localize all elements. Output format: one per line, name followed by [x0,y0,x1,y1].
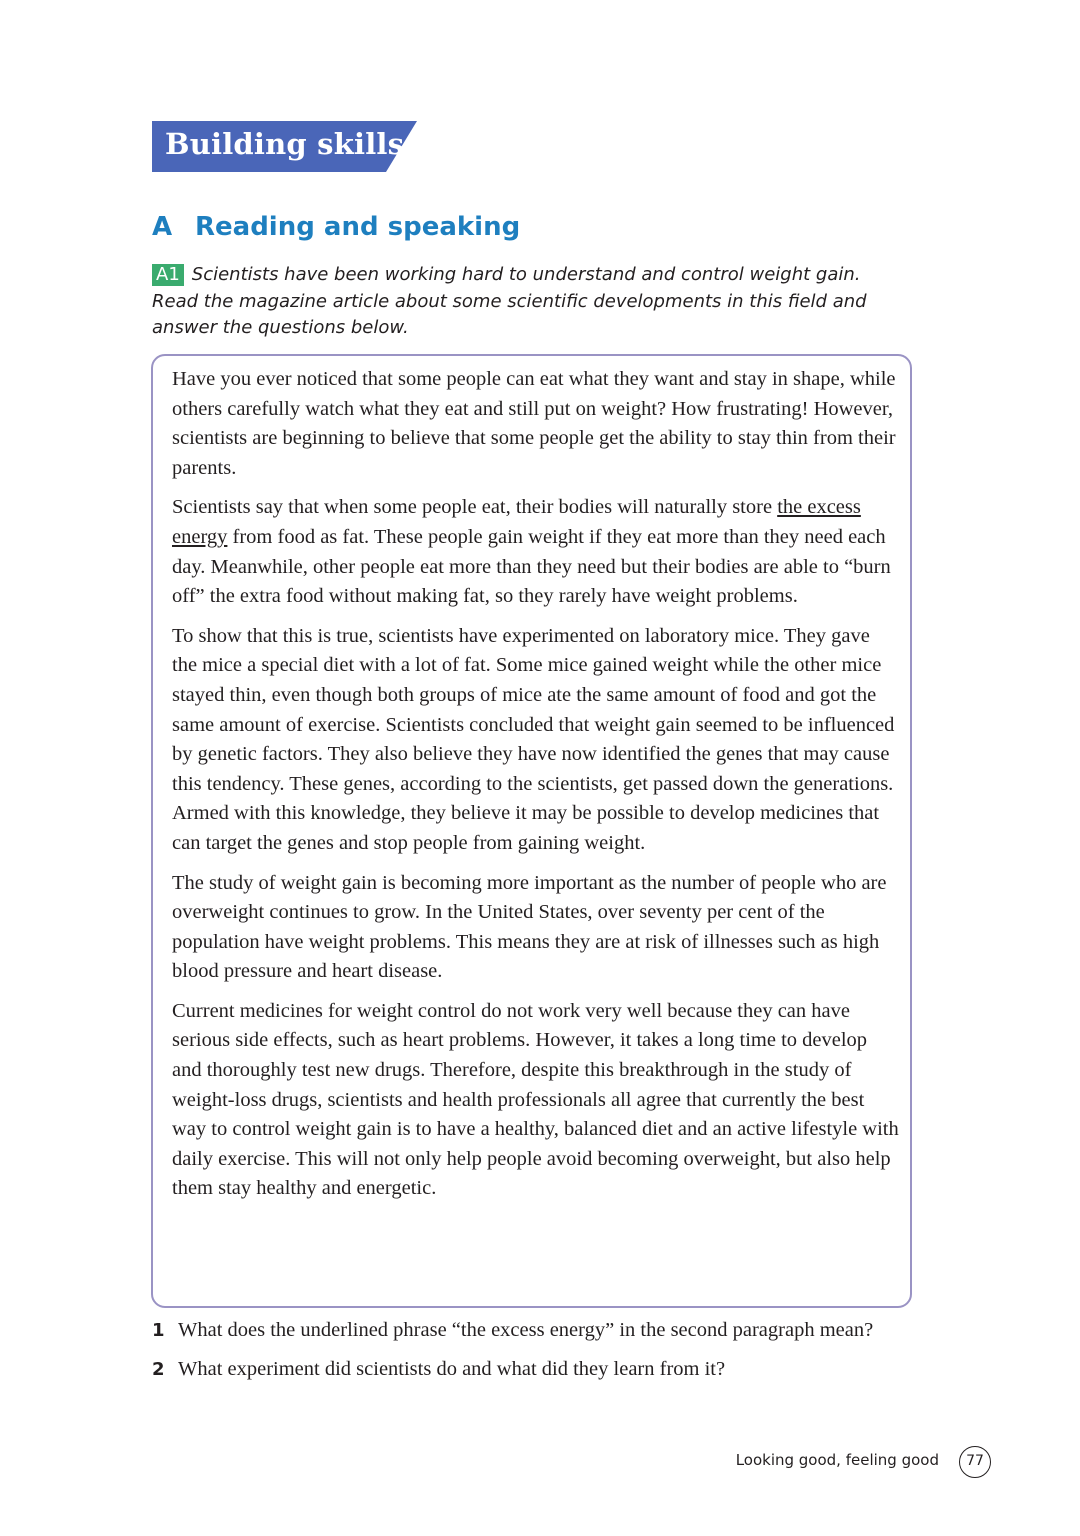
article-paragraph-3: To show that this is true, scientists have experimented on laboratory mice. They gave the mice a special diet with a lot of fat. Some mice gained weight while the other mice stayed thin, even though both groups of mice ate the same amount of food and got the same amount of exercise. Scientists concluded that weight gain seemed to be influenced by genetic factors. They also believe they have now identified the genes that may cause this tendency. These genes, according to the scientists, get passed down the generations. Armed with this knowledge, they believe it may be possible to develop medicines that can target the genes and stop people from gaining weight. [172,624,895,854]
question-item [152,1355,902,1385]
section-title: Reading and speaking [195,212,521,242]
banner-title: Building skills [165,127,405,161]
page-number: 77 [959,1446,991,1478]
question-list [152,1316,902,1393]
question-item [152,1316,902,1346]
section-banner [152,121,417,172]
task-instruction [152,262,902,342]
magazine-article [172,365,900,1214]
question-text: What does the underlined phrase “the excess energy” in the second paragraph mean? [178,1319,874,1341]
section-letter: A [152,212,173,242]
article-paragraph-5: Current medicines for weight control do not work very well because they can have serious side effects, such as heart problems. However, it takes a long time to develop and thoroughly test new drugs. Therefore, despite this breakthrough in the study of weight-loss drugs, scientists and health professionals all agree that currently the best way to control weight gain is to have a healthy, balanced diet and an active lifestyle with daily exercise. This will not only help people avoid becoming overweight, but also help them stay healthy and energetic. [172,999,899,1200]
question-number: 1 [152,1320,165,1341]
article-paragraph-1: Have you ever noticed that some people can eat what they want and stay in shape, while others carefully watch what they eat and still put on weight? How frustrating! However, scientists are beginning to believe that some people get the ability to stay thin from their parents. [172,368,896,479]
paragraph-2-end: from food as fat. These people gain weight if they eat more than they need each day. Meanwhile, other people eat more than they need but their bodies are able to “burn off” the extra food without making fat, so they rarely have weight problems. [172,525,891,608]
question-text: What experiment did scientists do and what did they learn from it? [178,1357,726,1380]
section-heading [152,212,520,242]
paragraph-2-start: Scientists say that when some people eat, their bodies will naturally store [172,496,778,519]
article-paragraph-2 [172,493,900,611]
task-badge: A1 [152,264,184,286]
footer-unit-title: Looking good, feeling good [735,1451,939,1469]
article-paragraph-4: The study of weight gain is becoming more important as the number of people who are overweight continues to grow. In the United States, over seventy per cent of the population have weight problems. This means they are at risk of illnesses such as high blood pressure and heart disease. [172,871,887,983]
underlined-phrase: the excess energy [172,496,861,548]
question-number: 2 [152,1358,165,1380]
instruction-text: Scientists have been working hard to understand and control weight gain. Read the magazine article about some scientific developments in this field and answer the questions below. [152,264,867,338]
